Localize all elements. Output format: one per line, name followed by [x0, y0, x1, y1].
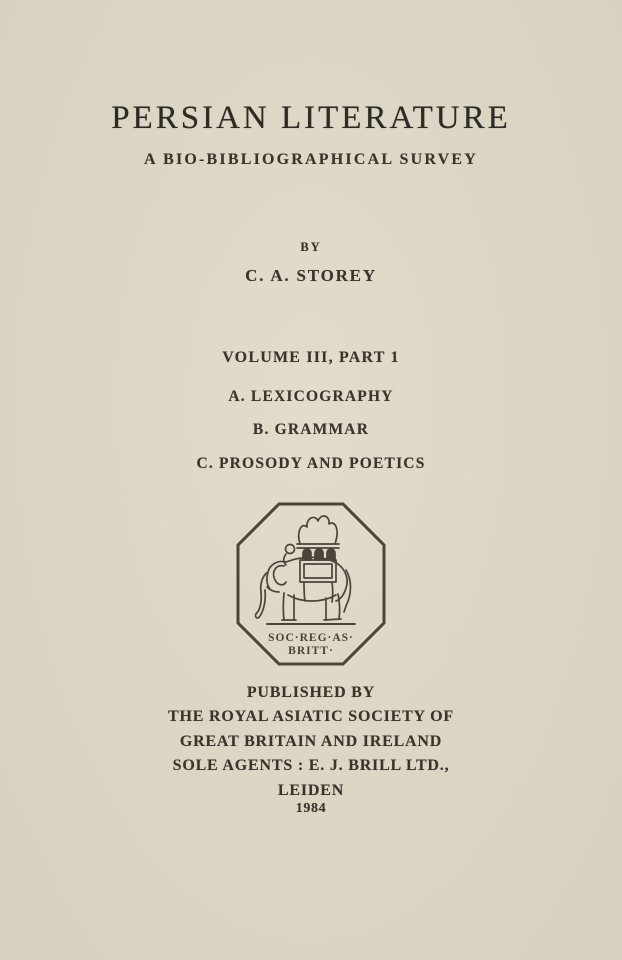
- section-item-grammar: B. GRAMMAR: [252, 421, 370, 438]
- subtitle: A BIO-BIBLIOGRAPHICAL SURVEY: [144, 151, 478, 168]
- royal-asiatic-society-emblem: [234, 500, 388, 668]
- emblem-motto-line1: SOC·REG·AS·: [268, 632, 354, 644]
- section-item-lexicography: A. LEXICOGRAPHY: [228, 388, 394, 405]
- emblem-motto-line2: BRITT·: [288, 645, 334, 657]
- imprint-line-agents: SOLE AGENTS : E. J. BRILL LTD.,: [172, 757, 450, 775]
- imprint-line-city: LEIDEN: [277, 781, 345, 799]
- section-item-prosody: C. PROSODY AND POETICS: [196, 455, 426, 472]
- imprint-line-society: THE ROYAL ASIATIC SOCIETY OF: [168, 708, 454, 726]
- elephant-figure: [255, 516, 355, 624]
- imprint-line-country: GREAT BRITAIN AND IRELAND: [179, 732, 443, 750]
- page-title: PERSIAN LITERATURE: [111, 100, 511, 137]
- imprint-line-published-by: PUBLISHED BY: [246, 684, 376, 701]
- imprint-block: [0, 681, 622, 803]
- volume-part-line: VOLUME III, PART 1: [222, 349, 400, 366]
- publication-year: 1984: [295, 801, 327, 816]
- elephant-emblem-icon: [234, 500, 388, 668]
- byline-label: BY: [300, 240, 322, 254]
- author-name: C. A. STOREY: [245, 266, 377, 285]
